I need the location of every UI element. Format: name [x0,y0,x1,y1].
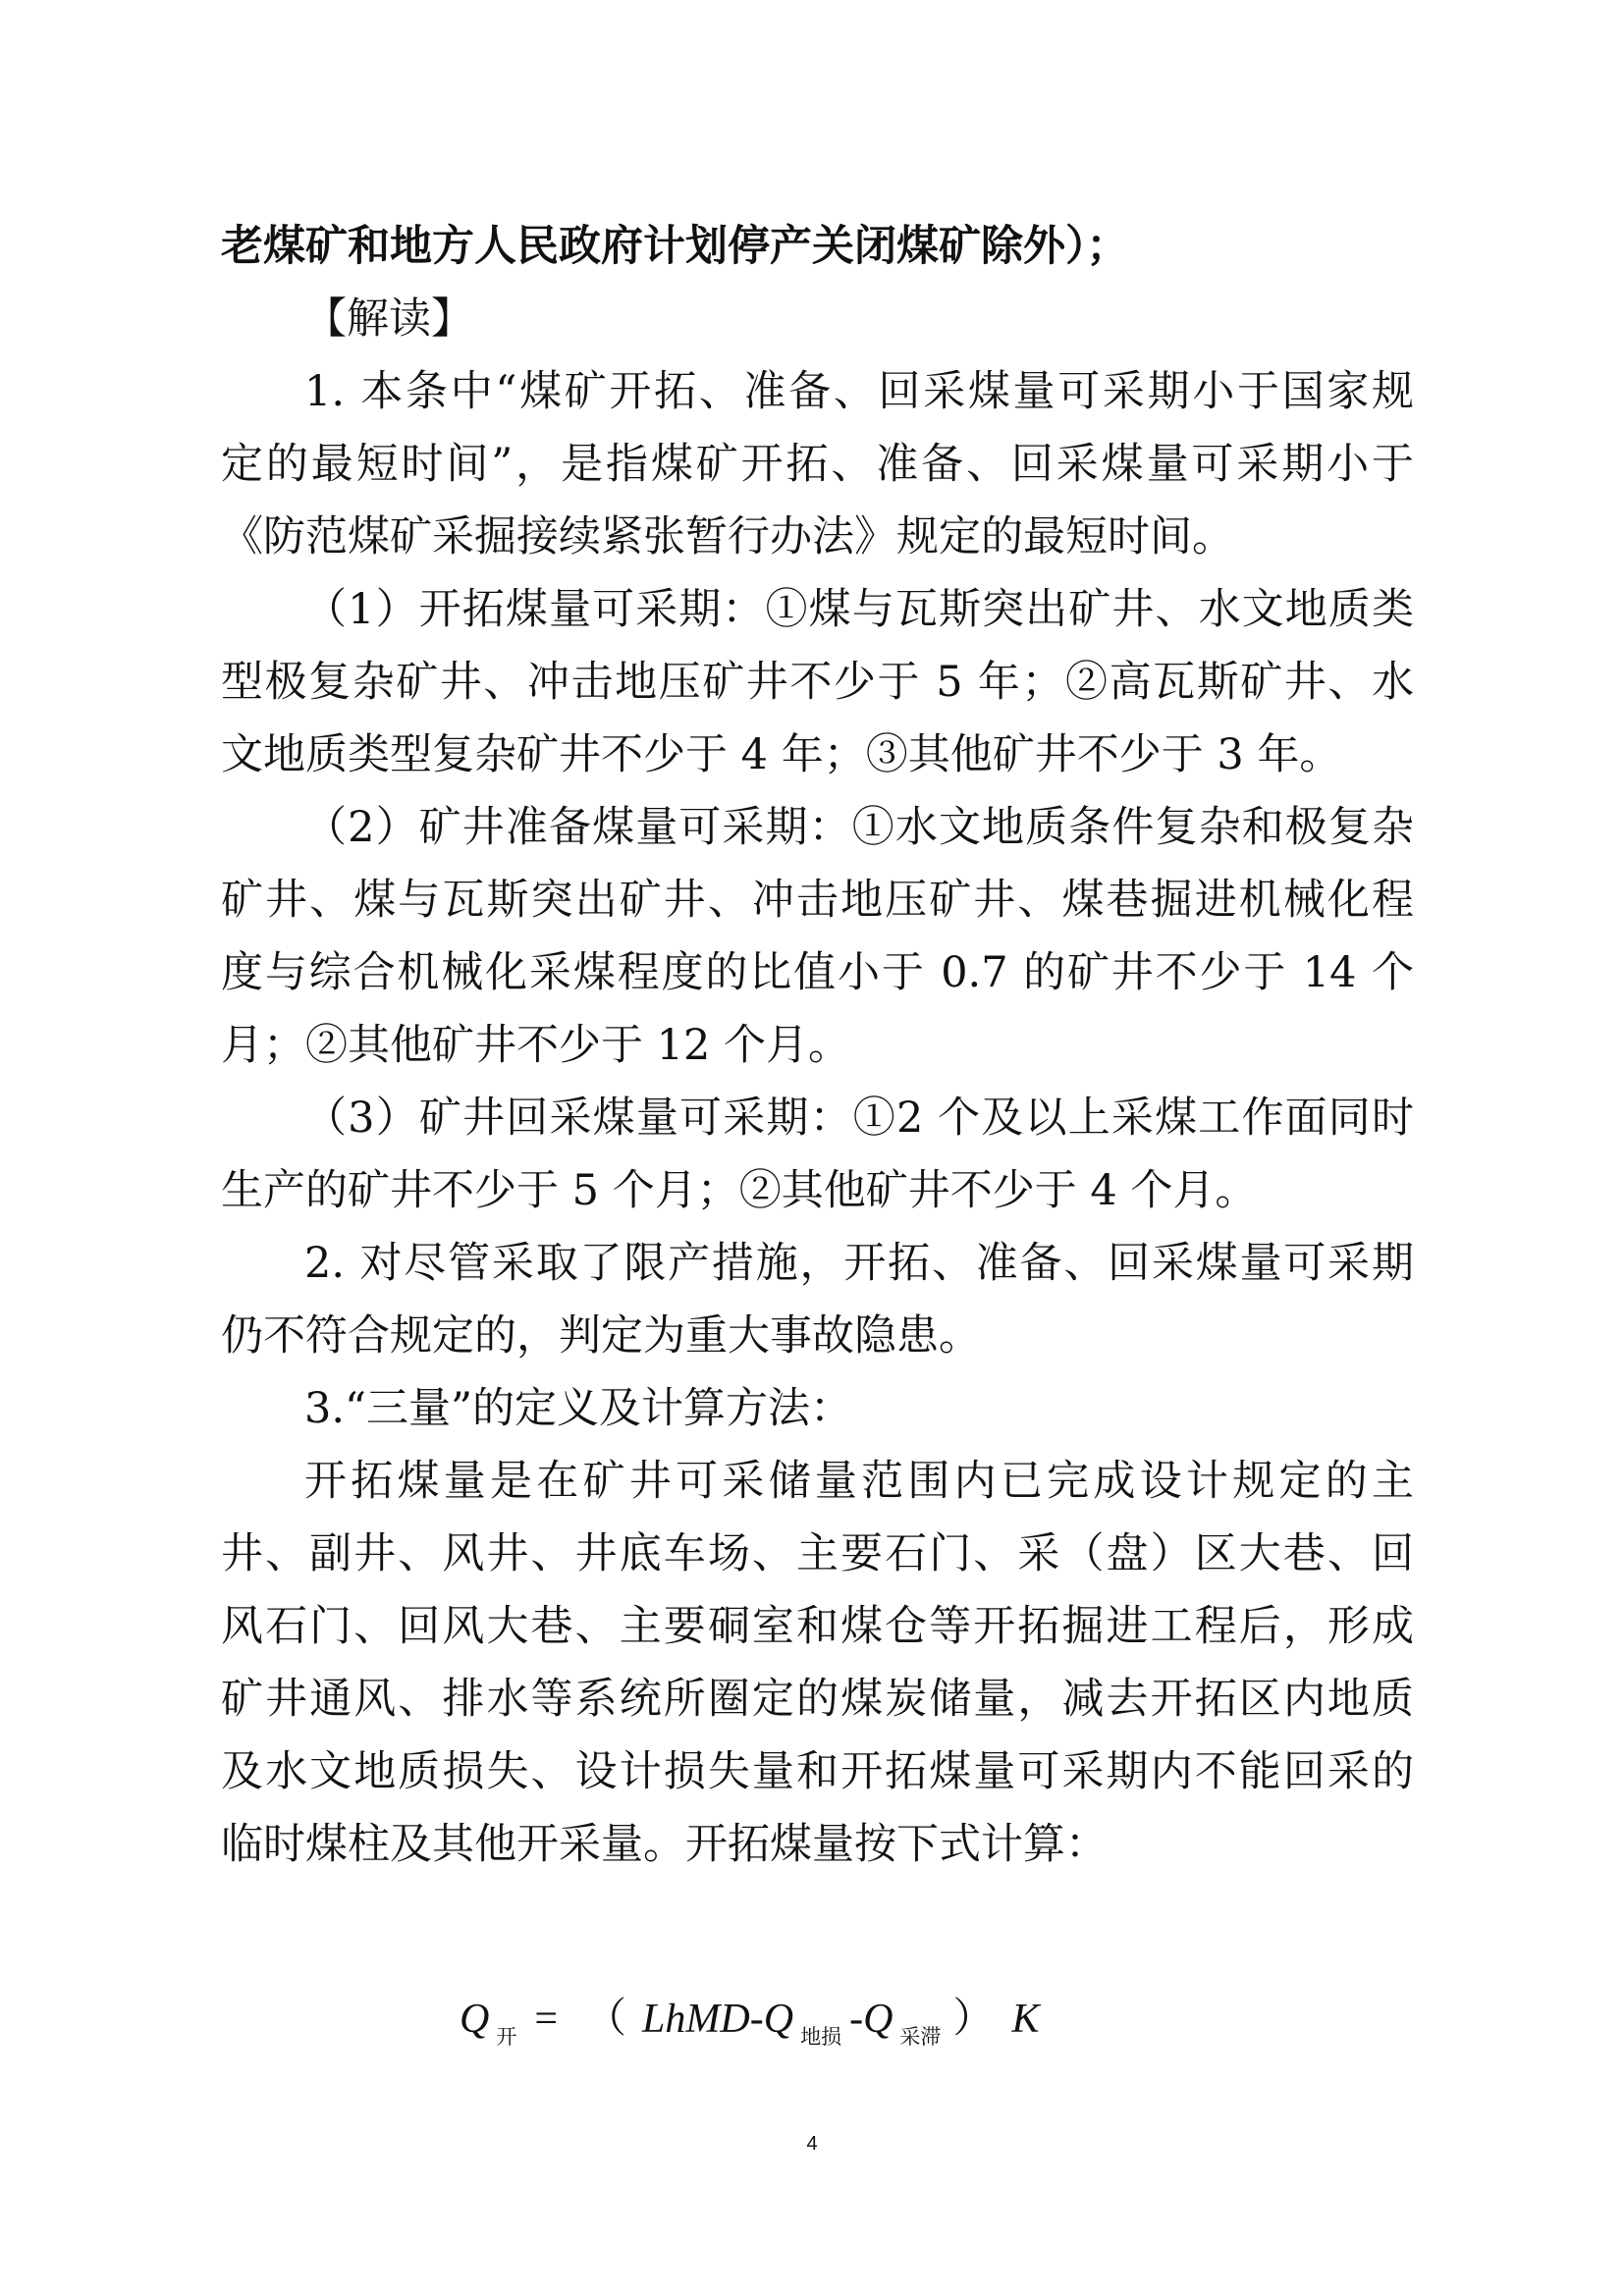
paragraph-line-16: 仍不符合规定的，判定为重大事故隐患。 [221,1311,981,1361]
paragraph-line-5: 《防范煤矿采掘接续紧张暂行办法》规定的最短时间。 [221,512,1234,561]
paragraph-line-8: 文地质类型复杂矿井不少于 4 年；③其他矿井不少于 3 年。 [221,730,1342,779]
paragraph-line-21: 矿井通风、排水等系统所圈定的煤炭储量，减去开拓区内地质 [221,1675,1414,1724]
paragraph-line-15: 2. 对尽管采取了限产措施，开拓、准备、回采煤量可采期 [304,1239,1414,1288]
paragraph-line-20: 风石门、回风大巷、主要硐室和煤仓等开拓掘进工程后，形成 [221,1602,1414,1651]
paragraph-line-19: 井、副井、风井、井底车场、主要石门、采（盘）区大巷、回 [221,1529,1414,1578]
paragraph-line-13: （3）矿井回采煤量可采期：①2 个及以上采煤工作面同时 [304,1094,1414,1143]
paragraph-line-18: 开拓煤量是在矿井可采储量范围内已完成设计规定的主 [304,1457,1414,1506]
paragraph-line-7: 型极复杂矿井、冲击地压矿井不少于 5 年；②高瓦斯矿井、水 [221,658,1414,707]
paragraph-line-1: 老煤矿和地方人民政府计划停产关闭煤矿除外）； [221,222,1129,271]
paragraph-line-12: 月；②其他矿井不少于 12 个月。 [221,1021,851,1070]
formula-minus-sign: - [749,1997,764,2042]
formula-subscript-geological-loss: 地损 [800,2025,842,2049]
paragraph-line-9: （2）矿井准备煤量可采期：①水文地质条件复杂和极复杂 [304,803,1414,852]
formula-equals-sign: = [534,1997,559,2042]
formula-subscript-development: 开 [496,2025,517,2049]
development-coal-formula [460,1985,1039,2054]
formula-q-symbol: Q [763,1997,794,2042]
formula-q-symbol: Q [863,1997,893,2042]
paragraph-line-10: 矿井、煤与瓦斯突出矿井、冲击地压矿井、煤巷掘进机械化程 [221,876,1414,925]
formula-open-parenthesis: （ [585,1997,627,2042]
paragraph-line-17: 3.“三量”的定义及计算方法： [304,1384,852,1433]
formula-subscript-mining-delay: 采滞 [899,2025,942,2049]
paragraph-line-4: 定的最短时间”，是指煤矿开拓、准备、回采煤量可采期小于 [221,440,1414,489]
formula-close-parenthesis: ） [952,1997,995,2042]
formula-q-symbol: Q [460,1997,490,2042]
section-heading-interpretation: 【解读】 [304,294,473,344]
paragraph-line-11: 度与综合机械化采煤程度的比值小于 0.7 的矿井不少于 14 个 [221,948,1414,997]
paragraph-line-6: （1）开拓煤量可采期：①煤与瓦斯突出矿井、水文地质类 [304,585,1414,634]
paragraph-line-3: 1. 本条中“煤矿开拓、准备、回采煤量可采期小于国家规 [304,367,1414,416]
formula-expression-lhmd: LhMD [642,1997,750,2042]
paragraph-line-23: 临时煤柱及其他开采量。开拓煤量按下式计算： [221,1820,1108,1869]
paragraph-line-22: 及水文地质损失、设计损失量和开拓煤量可采期内不能回采的 [221,1747,1414,1796]
formula-k-coefficient: K [1011,1997,1040,2042]
page-number: 4 [806,2133,818,2155]
paragraph-line-14: 生产的矿井不少于 5 个月；②其他矿井不少于 4 个月。 [221,1166,1258,1215]
formula-minus-sign: - [849,1997,864,2042]
